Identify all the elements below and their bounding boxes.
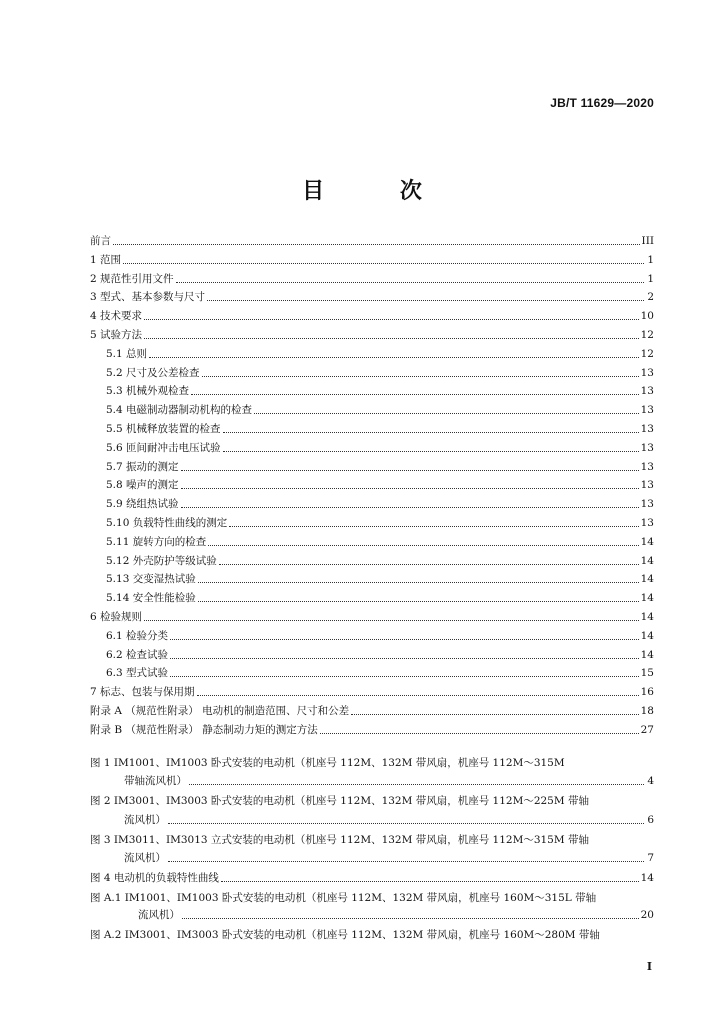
toc-entry[interactable] [90, 627, 654, 643]
toc-entry[interactable] [90, 589, 654, 605]
leader-dots [170, 676, 639, 677]
leader-dots [229, 526, 638, 527]
leader-dots [113, 244, 640, 245]
toc-entry-label: 1 范围 [90, 253, 122, 266]
figure-entry-page: 4 [647, 775, 654, 787]
toc-entry[interactable] [90, 533, 654, 549]
leader-dots [223, 451, 639, 452]
toc-entry[interactable] [90, 439, 654, 455]
figure-entry-a2-line1[interactable]: 图 A.2 IM3001、IM3003 卧式安装的电动机（机座号 112M、132M 带风扇，机座号 160M～280M 带轴 [90, 929, 600, 941]
leader-dots [149, 357, 639, 358]
toc-entry-label: 附录 A （规范性附录） 电动机的制造范围、尺寸和公差 [90, 705, 350, 717]
toc-entry-page: 16 [640, 686, 654, 699]
figure-entry-label: 流风机） [138, 909, 180, 921]
toc-entry[interactable] [90, 646, 654, 662]
toc-entry[interactable] [90, 251, 654, 267]
toc-entry-label: 5.4 电磁制动器制动机构的检查 [106, 404, 253, 417]
toc-entry[interactable] [90, 683, 654, 699]
toc-entry-label: 附录 B （规范性附录） 静态制动力矩的测定方法 [90, 723, 318, 736]
toc-entry[interactable] [90, 382, 654, 398]
toc-entry[interactable] [90, 307, 654, 323]
leader-dots [198, 582, 639, 583]
toc-entry-label: 5.7 振动的测定 [106, 460, 179, 473]
page-title: 目 次 [302, 178, 456, 204]
leader-dots [170, 658, 639, 659]
leader-dots [221, 881, 639, 882]
toc-entry-label: 5.8 噪声的测定 [106, 479, 179, 492]
leader-dots [168, 861, 644, 862]
toc-entry-page: 14 [640, 592, 654, 605]
toc-entry-page: 13 [640, 498, 654, 511]
toc-entry[interactable] [90, 552, 654, 568]
toc-entry-label: 5.9 绕组热试验 [106, 498, 179, 511]
toc-entry[interactable] [90, 476, 654, 492]
toc-entry-page: 13 [640, 479, 654, 492]
toc-entry-page: 2 [647, 291, 654, 304]
figure-entry-page: 7 [647, 852, 654, 864]
toc-entry-label: 4 技术要求 [90, 310, 143, 323]
toc-entry-page: 14 [640, 611, 654, 623]
toc-entry[interactable] [90, 495, 654, 511]
leader-dots [219, 564, 639, 565]
toc-entry[interactable] [90, 326, 654, 342]
toc-entry-page: 10 [640, 310, 654, 323]
standard-code: JB/T 11629—2020 [550, 96, 654, 110]
toc-entry-label: 5.2 尺寸及公差检查 [106, 366, 200, 379]
toc-entry-label: 6.3 型式试验 [106, 667, 169, 680]
toc-entry-page: 1 [647, 272, 654, 285]
toc-entry-page: 13 [640, 441, 654, 454]
leader-dots [170, 639, 639, 640]
toc-entry-label: 6.1 检验分类 [106, 629, 169, 642]
leader-dots [144, 338, 639, 339]
figure-entry-3[interactable] [124, 849, 654, 865]
figure-entry-label: 流风机） [124, 814, 166, 826]
toc-entry-page: 13 [640, 423, 654, 435]
figure-entry-label: 图 4 电动机的负载特性曲线 [90, 872, 219, 884]
toc-entry-label: 5.3 机械外观检查 [106, 385, 190, 398]
toc-entry-page: 12 [640, 347, 654, 360]
leader-dots [223, 432, 639, 433]
toc-entry-label: 5.11 旋转方向的检查 [106, 535, 207, 548]
toc-entry-page: 14 [640, 535, 654, 548]
toc-entry[interactable] [90, 664, 654, 680]
toc-entry[interactable] [90, 288, 654, 304]
figure-entry-2[interactable] [124, 811, 654, 827]
figure-entry-page: 20 [640, 909, 654, 921]
toc-entry[interactable] [90, 570, 654, 586]
toc-entry-label: 7 标志、包装与保用期 [90, 686, 195, 699]
toc-entry[interactable] [90, 721, 654, 737]
toc-entry-page: 14 [640, 554, 654, 567]
toc-entry[interactable] [90, 270, 654, 286]
toc-entry-label: 5.1 总则 [106, 347, 148, 360]
figure-entry-4[interactable] [90, 869, 654, 885]
page-number: I [646, 960, 652, 973]
figure-entry-label: 流风机） [124, 852, 166, 864]
toc-entry-page: 18 [640, 705, 654, 717]
leader-dots [181, 507, 639, 508]
toc-entry[interactable] [90, 458, 654, 474]
toc-entry[interactable] [90, 345, 654, 361]
toc-entry-label: 2 规范性引用文件 [90, 272, 174, 285]
toc-entry-label: 前言 [90, 235, 111, 247]
leader-dots [181, 488, 639, 489]
leader-dots [144, 620, 639, 621]
figure-entry-page: 14 [640, 872, 654, 884]
toc-entry[interactable] [90, 608, 654, 624]
toc-entry-page: III [641, 235, 654, 247]
toc-entry-label: 6.2 检查试验 [106, 648, 169, 661]
leader-dots [181, 470, 639, 471]
toc-entry-label: 5.14 安全性能检验 [106, 592, 196, 605]
toc-entry-page: 14 [640, 629, 654, 642]
toc-entry-label: 3 型式、基本参数与尺寸 [90, 291, 206, 304]
toc-entry[interactable] [90, 401, 654, 417]
leader-dots [254, 413, 639, 414]
toc-entry-page: 13 [640, 404, 654, 417]
toc-entry-label: 5.5 机械释放装置的检查 [106, 423, 221, 435]
figure-entry-page: 6 [647, 814, 654, 826]
figure-entry-2-line1[interactable]: 图 2 IM3001、IM3003 卧式安装的电动机（机座号 112M、132M 带风扇，机座号 112M～225M 带轴 [90, 795, 589, 807]
toc-entry-page: 15 [640, 667, 654, 680]
toc-entry-label: 5.10 负载特性曲线的测定 [106, 517, 228, 529]
toc-entry[interactable] [90, 364, 654, 380]
leader-dots [320, 733, 639, 734]
toc-entry-label: 5.13 交变湿热试验 [106, 573, 196, 586]
leader-dots [198, 601, 639, 602]
figure-entry-1-line1[interactable]: 图 1 IM1001、IM1003 卧式安装的电动机（机座号 112M、132M 带风扇，机座号 112M～315M [90, 757, 565, 769]
toc-entry-page: 14 [640, 573, 654, 586]
toc-entry[interactable] [90, 420, 654, 436]
leader-dots [123, 263, 644, 264]
leader-dots [189, 784, 644, 785]
leader-dots [202, 376, 639, 377]
figure-entry-a1[interactable] [138, 906, 654, 922]
toc-entry-label: 5.12 外壳防护等级试验 [106, 554, 217, 567]
toc-entry-label: 6 检验规则 [90, 611, 143, 623]
toc-entry-page: 12 [640, 329, 654, 341]
toc-entry-page: 27 [640, 723, 654, 736]
leader-dots [168, 823, 644, 824]
toc-entry-label: 5.6 匝间耐冲击电压试验 [106, 441, 221, 454]
toc-entry-page: 14 [640, 648, 654, 661]
toc-entry[interactable] [90, 702, 654, 718]
toc-entry-page: 1 [647, 253, 654, 266]
toc-entry-page: 13 [640, 517, 654, 529]
leader-dots [351, 714, 639, 715]
toc-entry-page: 13 [640, 460, 654, 473]
leader-dots [182, 918, 639, 919]
figure-entry-a1-line1[interactable]: 图 A.1 IM1001、IM1003 卧式安装的电动机（机座号 112M、132M 带风扇，机座号 160M～315L 带轴 [90, 892, 597, 904]
figure-entry-1[interactable] [124, 772, 654, 788]
toc-entry-label: 5 试验方法 [90, 329, 143, 341]
toc-entry[interactable] [90, 232, 654, 248]
toc-entry-page: 13 [640, 385, 654, 398]
figure-entry-label: 带轴流风机） [124, 775, 187, 787]
leader-dots [144, 319, 639, 320]
leader-dots [191, 394, 639, 395]
leader-dots [208, 545, 638, 546]
leader-dots [176, 282, 644, 283]
figure-entry-3-line1[interactable]: 图 3 IM3011、IM3013 立式安装的电动机（机座号 112M、132M 带风扇，机座号 112M～315M 带轴 [90, 834, 589, 846]
leader-dots [207, 300, 644, 301]
toc-entry[interactable] [90, 514, 654, 530]
toc-entry-page: 13 [640, 366, 654, 379]
leader-dots [197, 695, 639, 696]
